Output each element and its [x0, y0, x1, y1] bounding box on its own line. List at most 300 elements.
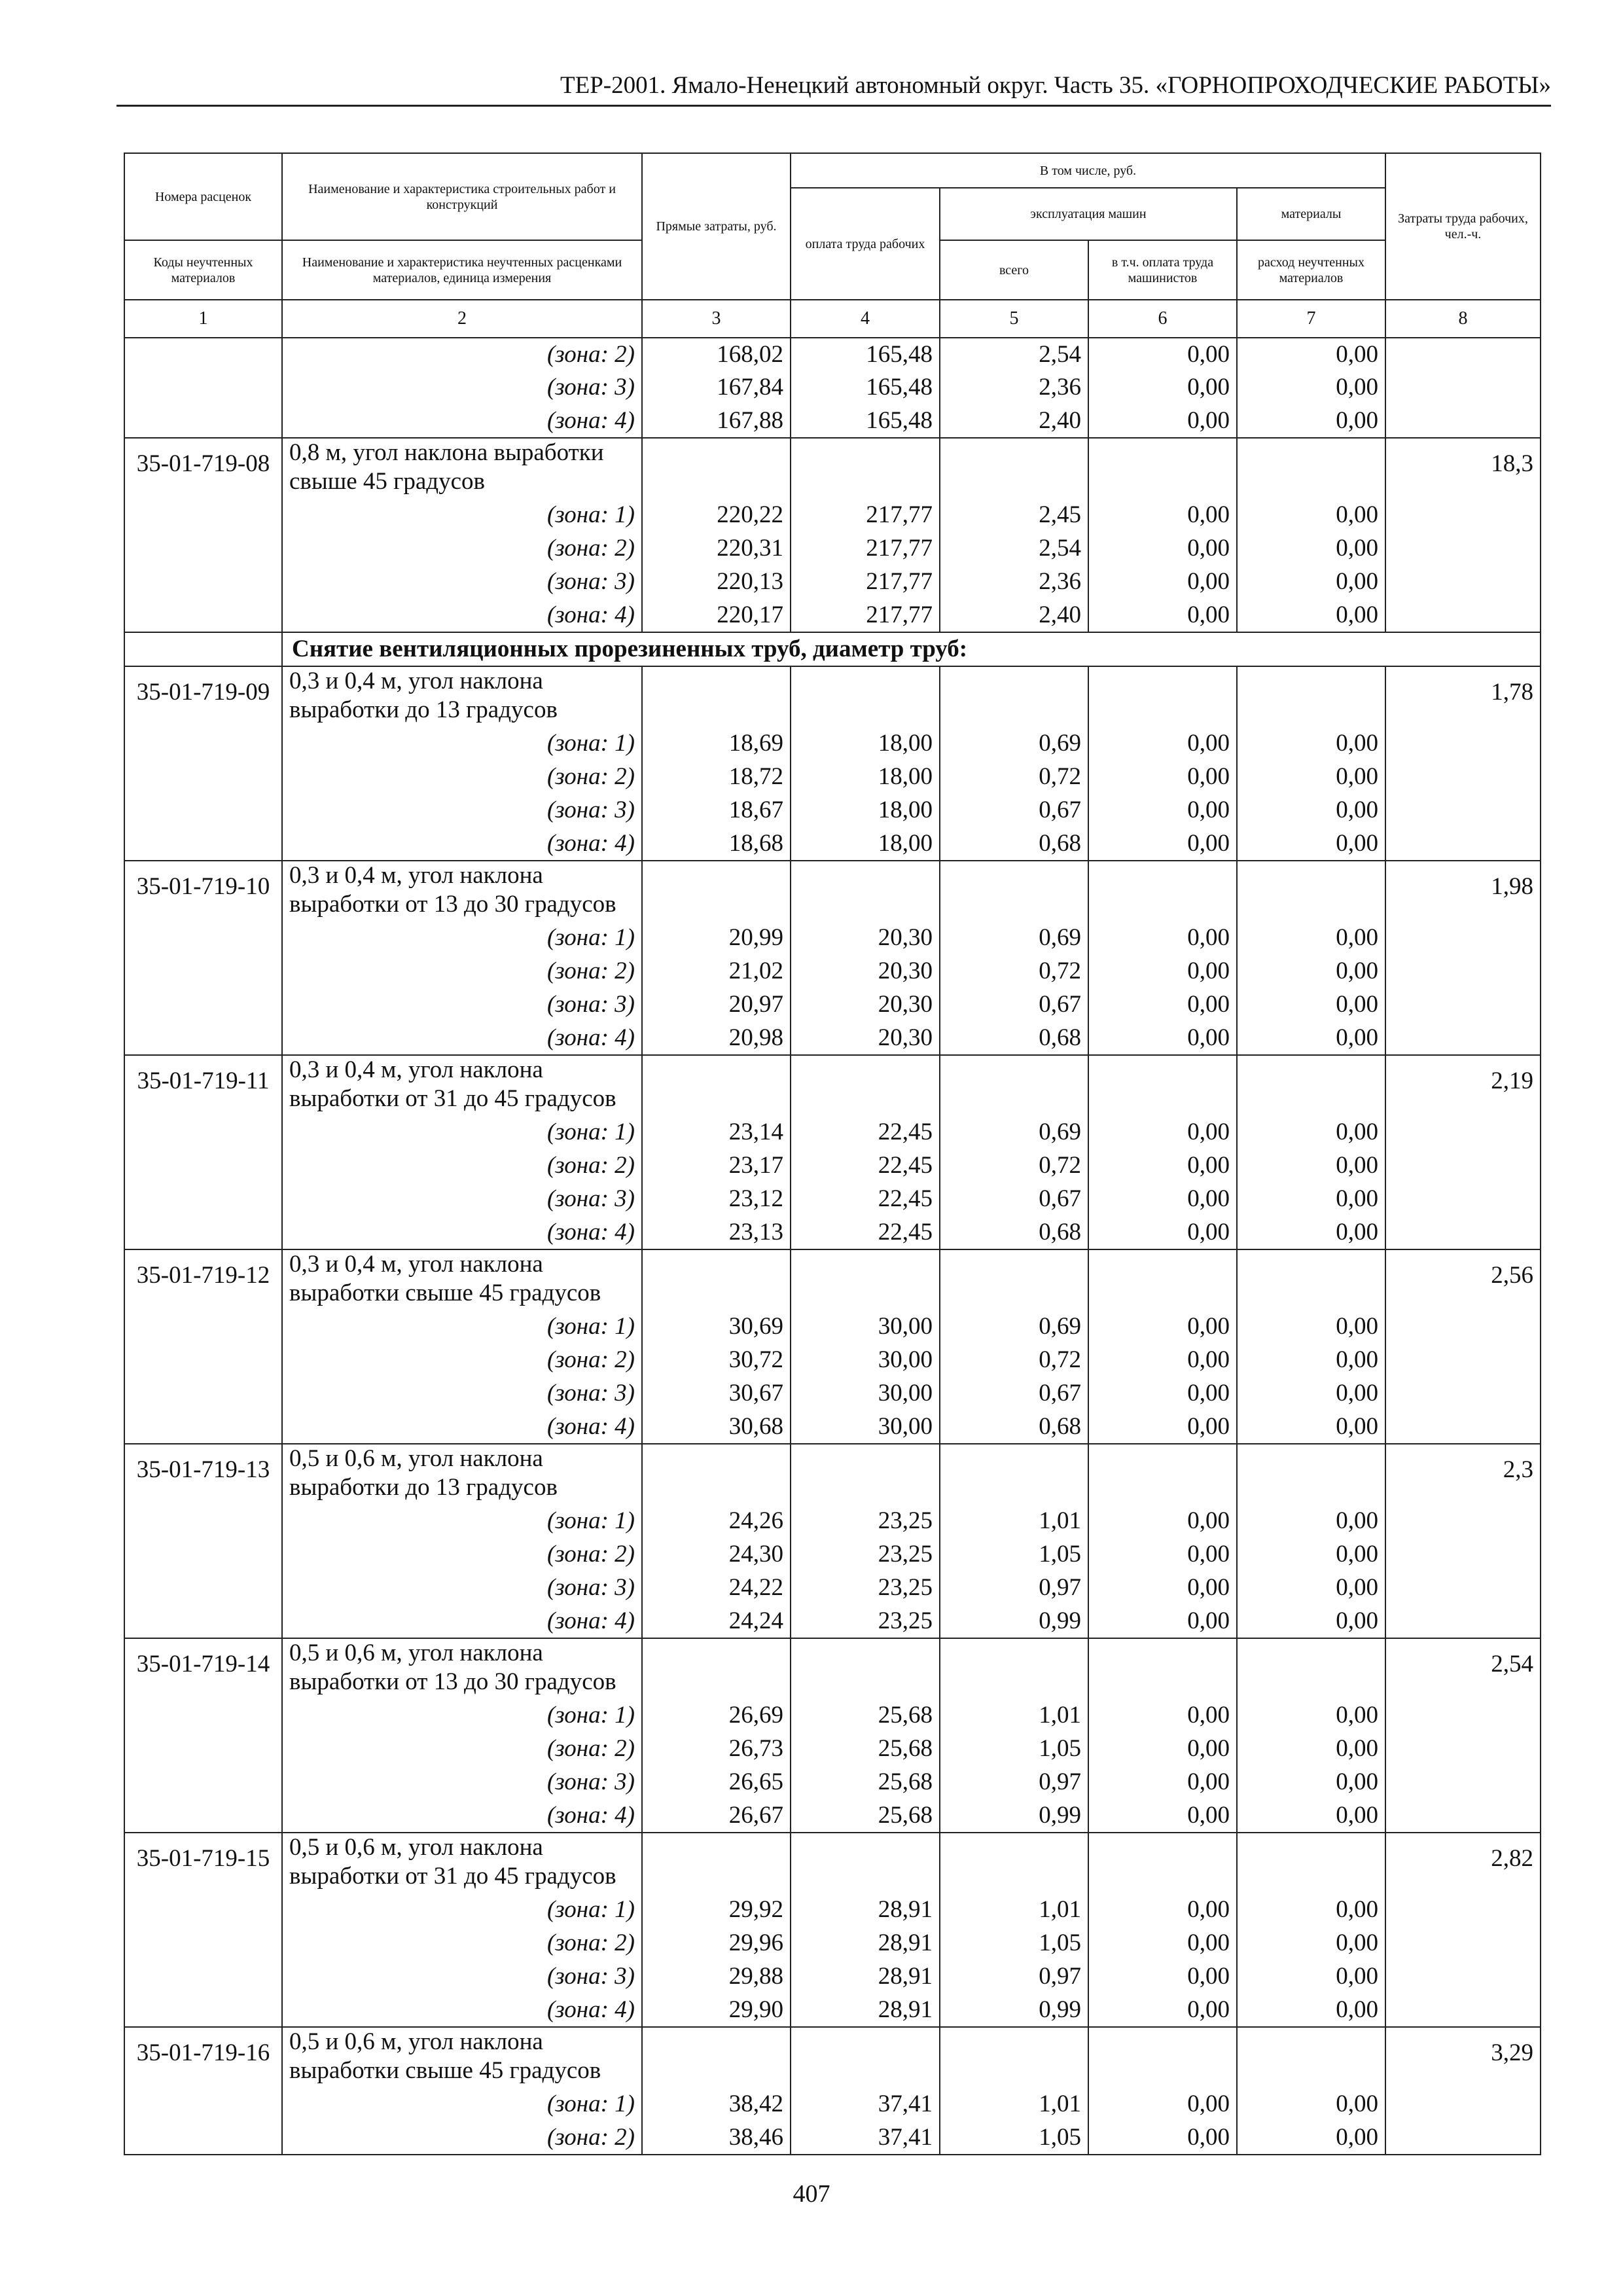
zone-label: (зона: 1): [282, 499, 642, 532]
section-row: [124, 632, 1541, 666]
direct-costs: 24,22: [642, 1571, 791, 1605]
worker-wages: 37,41: [791, 2121, 940, 2155]
direct-costs: 220,13: [642, 565, 791, 599]
breakdown-group-header: В том числе, руб.: [791, 153, 1385, 188]
direct-costs: 21,02: [642, 955, 791, 988]
empty-cell: [124, 1699, 282, 1732]
zone-row: [124, 1149, 1541, 1183]
empty-cell: [1088, 1444, 1237, 1505]
zone-row: [124, 1116, 1541, 1149]
zone-label: (зона: 4): [282, 1216, 642, 1249]
rates-table: [124, 152, 1541, 2155]
empty-cell: [124, 955, 282, 988]
materials-cost: 0,00: [1237, 1893, 1385, 1927]
empty-cell: [124, 794, 282, 827]
rate-item-row: [124, 438, 1541, 499]
worker-wages: 23,25: [791, 1571, 940, 1605]
empty-cell: [642, 1055, 791, 1116]
machines-total: 1,05: [940, 1927, 1088, 1960]
operator-wages: 0,00: [1088, 1022, 1237, 1055]
direct-costs: 20,97: [642, 988, 791, 1022]
machines-total: 0,72: [940, 1149, 1088, 1183]
materials-cost: 0,00: [1237, 1116, 1385, 1149]
empty-cell: [940, 666, 1088, 727]
machines-total: 1,01: [940, 2088, 1088, 2121]
zone-row: [124, 599, 1541, 632]
empty-cell: [642, 1638, 791, 1699]
worker-wages: 18,00: [791, 727, 940, 761]
zone-label: (зона: 2): [282, 1344, 642, 1377]
worker-wages: 37,41: [791, 2088, 940, 2121]
operator-wages: 0,00: [1088, 1116, 1237, 1149]
zone-row: [124, 922, 1541, 955]
worker-wages: 18,00: [791, 827, 940, 861]
materials-cost: 0,00: [1237, 599, 1385, 632]
empty-cell: [1088, 438, 1237, 499]
rate-description: 0,5 и 0,6 м, угол наклона выработки от 31 до 45 градусов: [282, 1833, 642, 1893]
column-number-row: [124, 300, 1541, 338]
empty-cell: [642, 666, 791, 727]
empty-cell: [1385, 1310, 1541, 1344]
materials-cost: 0,00: [1237, 794, 1385, 827]
empty-cell: [1237, 1444, 1385, 1505]
rate-description: 0,8 м, угол наклона выработки свыше 45 градусов: [282, 438, 642, 499]
zone-label: (зона: 3): [282, 1960, 642, 1994]
zone-row: [124, 794, 1541, 827]
materials-cost: 0,00: [1237, 1732, 1385, 1766]
operator-wages: 0,00: [1088, 1149, 1237, 1183]
zone-label: (зона: 2): [282, 1538, 642, 1571]
direct-costs: 20,99: [642, 922, 791, 955]
zone-row: [124, 404, 1541, 438]
machines-total: 1,05: [940, 1538, 1088, 1571]
machines-total: 2,36: [940, 371, 1088, 404]
zone-row: [124, 2121, 1541, 2155]
worker-wages: 23,25: [791, 1605, 940, 1638]
materials-cost: 0,00: [1237, 955, 1385, 988]
direct-costs: 18,69: [642, 727, 791, 761]
empty-cell: [1385, 1571, 1541, 1605]
empty-cell: [1385, 499, 1541, 532]
empty-cell: [1237, 666, 1385, 727]
labor-costs-header: Затраты труда рабочих, чел.-ч.: [1385, 153, 1541, 300]
empty-cell: [124, 761, 282, 794]
direct-costs: 30,67: [642, 1377, 791, 1410]
worker-wages: 28,91: [791, 1994, 940, 2027]
empty-cell: [1385, 1927, 1541, 1960]
direct-costs: 29,90: [642, 1994, 791, 2027]
rate-code: 35-01-719-15: [124, 1833, 282, 1893]
machines-total: 0,69: [940, 727, 1088, 761]
machines-total: 0,68: [940, 827, 1088, 861]
materials-cost: 0,00: [1237, 1766, 1385, 1799]
section-title: Снятие вентиляционных прорезиненных труб, диаметр труб:: [282, 632, 1541, 666]
materials-cost: 0,00: [1237, 338, 1385, 371]
empty-cell: [124, 922, 282, 955]
empty-cell: [1088, 1249, 1237, 1310]
operator-wages: 0,00: [1088, 2121, 1237, 2155]
materials-cost: 0,00: [1237, 988, 1385, 1022]
worker-wages: 23,25: [791, 1538, 940, 1571]
zone-label: (зона: 2): [282, 338, 642, 371]
empty-cell: [124, 1766, 282, 1799]
rate-item-row: [124, 2027, 1541, 2088]
empty-cell: [124, 1960, 282, 1994]
direct-costs: 23,14: [642, 1116, 791, 1149]
worker-wages: 30,00: [791, 1377, 940, 1410]
empty-cell: [1237, 1638, 1385, 1699]
operator-wages: 0,00: [1088, 1732, 1237, 1766]
header-rule: [116, 105, 1551, 107]
zone-label: (зона: 4): [282, 404, 642, 438]
operator-wages: 0,00: [1088, 1799, 1237, 1833]
empty-cell: [1237, 861, 1385, 922]
labor-costs: 2,3: [1385, 1444, 1541, 1505]
empty-cell: [124, 1410, 282, 1444]
direct-costs: 18,68: [642, 827, 791, 861]
worker-wages: 217,77: [791, 599, 940, 632]
operator-wages: 0,00: [1088, 1893, 1237, 1927]
labor-costs: 1,98: [1385, 861, 1541, 922]
empty-cell: [1385, 404, 1541, 438]
direct-costs: 30,68: [642, 1410, 791, 1444]
empty-cell: [791, 861, 940, 922]
empty-cell: [124, 1571, 282, 1605]
operator-wages: 0,00: [1088, 1927, 1237, 1960]
zone-label: (зона: 3): [282, 1377, 642, 1410]
running-header: ТЕР-2001. Ямало-Ненецкий автономный округ. Часть 35. «ГОРНОПРОХОДЧЕСКИЕ РАБОТЫ»: [560, 72, 1551, 99]
worker-wages: 25,68: [791, 1699, 940, 1732]
zone-label: (зона: 1): [282, 1505, 642, 1538]
machines-total: 0,69: [940, 1116, 1088, 1149]
worker-wages: 30,00: [791, 1344, 940, 1377]
empty-cell: [1385, 955, 1541, 988]
zone-row: [124, 761, 1541, 794]
zone-label: (зона: 3): [282, 1183, 642, 1216]
materials-cost: 0,00: [1237, 1960, 1385, 1994]
empty-cell: [1385, 1149, 1541, 1183]
zone-label: (зона: 4): [282, 1799, 642, 1833]
empty-cell: [791, 666, 940, 727]
zone-label: (зона: 3): [282, 988, 642, 1022]
operator-wages: 0,00: [1088, 1605, 1237, 1638]
direct-costs: 30,72: [642, 1344, 791, 1377]
rate-code: 35-01-719-09: [124, 666, 282, 727]
rate-item-row: [124, 1638, 1541, 1699]
zone-row: [124, 1022, 1541, 1055]
zone-label: (зона: 1): [282, 922, 642, 955]
machines-total: 2,40: [940, 599, 1088, 632]
rate-code: 35-01-719-11: [124, 1055, 282, 1116]
machines-total: 2,54: [940, 338, 1088, 371]
empty-cell: [1385, 1994, 1541, 2027]
zone-label: (зона: 3): [282, 1571, 642, 1605]
direct-costs: 24,30: [642, 1538, 791, 1571]
unaccounted-materials-header: расход неучтенных материалов: [1237, 240, 1385, 300]
worker-wages: 18,00: [791, 794, 940, 827]
zone-row: [124, 565, 1541, 599]
labor-costs: 2,82: [1385, 1833, 1541, 1893]
labor-costs: 2,19: [1385, 1055, 1541, 1116]
empty-cell: [124, 532, 282, 565]
empty-cell: [124, 565, 282, 599]
operator-wages: 0,00: [1088, 827, 1237, 861]
empty-cell: [1385, 1410, 1541, 1444]
zone-label: (зона: 1): [282, 1893, 642, 1927]
machines-total: 0,69: [940, 922, 1088, 955]
materials-cost: 0,00: [1237, 1571, 1385, 1605]
machines-total: 0,97: [940, 1766, 1088, 1799]
empty-cell: [124, 1183, 282, 1216]
empty-cell: [124, 1116, 282, 1149]
zone-label: (зона: 2): [282, 1149, 642, 1183]
operator-wages: 0,00: [1088, 1538, 1237, 1571]
empty-cell: [1237, 1055, 1385, 1116]
empty-cell: [1385, 1505, 1541, 1538]
operator-wages: 0,00: [1088, 1766, 1237, 1799]
direct-costs: 38,46: [642, 2121, 791, 2155]
zone-label: (зона: 4): [282, 1410, 642, 1444]
empty-cell: [124, 1505, 282, 1538]
rate-item-row: [124, 861, 1541, 922]
worker-wages: 22,45: [791, 1116, 940, 1149]
empty-cell: [124, 1538, 282, 1571]
rate-code: 35-01-719-16: [124, 2027, 282, 2088]
machines-total: 0,72: [940, 1344, 1088, 1377]
materials-cost: 0,00: [1237, 1699, 1385, 1732]
labor-costs: 2,56: [1385, 1249, 1541, 1310]
empty-cell: [1385, 1766, 1541, 1799]
operator-wages: 0,00: [1088, 988, 1237, 1022]
empty-cell: [124, 1310, 282, 1344]
worker-wages: 217,77: [791, 499, 940, 532]
zone-label: (зона: 1): [282, 2088, 642, 2121]
column-number: 6: [1088, 300, 1237, 338]
empty-cell: [1385, 1799, 1541, 1833]
rate-description: 0,3 и 0,4 м, угол наклона выработки от 13 до 30 градусов: [282, 861, 642, 922]
materials-cost: 0,00: [1237, 1377, 1385, 1410]
empty-cell: [124, 1377, 282, 1410]
operator-wages-header: в т.ч. оплата труда машинистов: [1088, 240, 1237, 300]
zone-label: (зона: 4): [282, 599, 642, 632]
empty-cell: [1385, 727, 1541, 761]
empty-cell: [1385, 988, 1541, 1022]
empty-cell: [1237, 2027, 1385, 2088]
direct-costs: 29,92: [642, 1893, 791, 1927]
machines-total: 2,45: [940, 499, 1088, 532]
worker-wages: 20,30: [791, 955, 940, 988]
zone-label: (зона: 4): [282, 1022, 642, 1055]
empty-cell: [124, 2121, 282, 2155]
materials-cost: 0,00: [1237, 1927, 1385, 1960]
zone-label: (зона: 2): [282, 761, 642, 794]
zone-label: (зона: 2): [282, 955, 642, 988]
operator-wages: 0,00: [1088, 565, 1237, 599]
zone-label: (зона: 1): [282, 1699, 642, 1732]
zone-label: (зона: 3): [282, 565, 642, 599]
empty-cell: [1385, 1960, 1541, 1994]
empty-cell: [1088, 861, 1237, 922]
worker-wages: 20,30: [791, 922, 940, 955]
labor-costs: 1,78: [1385, 666, 1541, 727]
empty-cell: [1385, 1216, 1541, 1249]
empty-cell: [642, 1444, 791, 1505]
rate-code: 35-01-719-13: [124, 1444, 282, 1505]
materials-cost: 0,00: [1237, 404, 1385, 438]
direct-costs: 168,02: [642, 338, 791, 371]
direct-costs: 23,13: [642, 1216, 791, 1249]
machines-total: 0,67: [940, 1377, 1088, 1410]
worker-wages: 25,68: [791, 1799, 940, 1833]
rate-description: 0,5 и 0,6 м, угол наклона выработки до 13 градусов: [282, 1444, 642, 1505]
table-body: [124, 338, 1541, 2155]
page-number: 407: [793, 2180, 830, 2208]
rate-code: 35-01-719-10: [124, 861, 282, 922]
operator-wages: 0,00: [1088, 1310, 1237, 1344]
worker-wages: 30,00: [791, 1310, 940, 1344]
zone-row: [124, 2088, 1541, 2121]
section-code-cell: [124, 632, 282, 666]
worker-wages: 23,25: [791, 1505, 940, 1538]
zone-label: (зона: 3): [282, 794, 642, 827]
machines-total: 0,72: [940, 761, 1088, 794]
operator-wages: 0,00: [1088, 1505, 1237, 1538]
zone-row: [124, 1571, 1541, 1605]
rate-item-row: [124, 1055, 1541, 1116]
worker-wages: 20,30: [791, 1022, 940, 1055]
empty-cell: [1385, 1699, 1541, 1732]
worker-wages: 217,77: [791, 565, 940, 599]
zone-label: (зона: 1): [282, 1310, 642, 1344]
zone-row: [124, 1699, 1541, 1732]
operator-wages: 0,00: [1088, 761, 1237, 794]
empty-cell: [124, 404, 282, 438]
materials-cost: 0,00: [1237, 1344, 1385, 1377]
worker-wages: 25,68: [791, 1766, 940, 1799]
machines-total: 0,69: [940, 1310, 1088, 1344]
empty-cell: [1385, 1116, 1541, 1149]
zone-label: (зона: 2): [282, 1732, 642, 1766]
machines-total: 0,68: [940, 1022, 1088, 1055]
zone-row: [124, 1766, 1541, 1799]
rate-code: 35-01-719-12: [124, 1249, 282, 1310]
empty-cell: [124, 1732, 282, 1766]
machines-total: 2,36: [940, 565, 1088, 599]
machines-total: 0,68: [940, 1216, 1088, 1249]
col2-bottom-header: Наименование и характеристика неучтенных расценками материалов, единица измерения: [282, 240, 642, 300]
machines-total: 0,72: [940, 955, 1088, 988]
zone-row: [124, 827, 1541, 861]
empty-cell: [1385, 1377, 1541, 1410]
zone-row: [124, 499, 1541, 532]
empty-cell: [642, 2027, 791, 2088]
materials-cost: 0,00: [1237, 499, 1385, 532]
empty-cell: [1237, 438, 1385, 499]
direct-costs: 30,69: [642, 1310, 791, 1344]
materials-cost: 0,00: [1237, 827, 1385, 861]
machines-total-header: всего: [940, 240, 1088, 300]
zone-label: (зона: 1): [282, 727, 642, 761]
zone-row: [124, 955, 1541, 988]
column-number: 5: [940, 300, 1088, 338]
zone-label: (зона: 2): [282, 1927, 642, 1960]
col1-bottom-header: Коды неучтенных материалов: [124, 240, 282, 300]
operator-wages: 0,00: [1088, 499, 1237, 532]
direct-costs: 20,98: [642, 1022, 791, 1055]
empty-cell: [124, 2088, 282, 2121]
materials-cost: 0,00: [1237, 371, 1385, 404]
machines-total: 0,99: [940, 1605, 1088, 1638]
labor-costs: 2,54: [1385, 1638, 1541, 1699]
empty-cell: [124, 599, 282, 632]
labor-costs: 3,29: [1385, 2027, 1541, 2088]
worker-wages: 22,45: [791, 1149, 940, 1183]
machines-total: 0,68: [940, 1410, 1088, 1444]
machines-total: 0,67: [940, 988, 1088, 1022]
direct-costs: 38,42: [642, 2088, 791, 2121]
direct-costs: 24,26: [642, 1505, 791, 1538]
zone-row: [124, 1927, 1541, 1960]
materials-cost: 0,00: [1237, 1538, 1385, 1571]
materials-cost: 0,00: [1237, 1022, 1385, 1055]
empty-cell: [1088, 1638, 1237, 1699]
zone-label: (зона: 3): [282, 371, 642, 404]
operator-wages: 0,00: [1088, 1377, 1237, 1410]
empty-cell: [1385, 338, 1541, 371]
empty-cell: [124, 1893, 282, 1927]
materials-cost: 0,00: [1237, 565, 1385, 599]
empty-cell: [1385, 1538, 1541, 1571]
empty-cell: [1385, 1732, 1541, 1766]
materials-cost: 0,00: [1237, 1149, 1385, 1183]
machines-group-header: эксплуатация машин: [940, 188, 1237, 240]
materials-group-header: материалы: [1237, 188, 1385, 240]
rate-item-row: [124, 1833, 1541, 1893]
rate-code: 35-01-719-08: [124, 438, 282, 499]
materials-cost: 0,00: [1237, 2121, 1385, 2155]
worker-wages: 20,30: [791, 988, 940, 1022]
column-number: 2: [282, 300, 642, 338]
empty-cell: [940, 1444, 1088, 1505]
zone-row: [124, 1605, 1541, 1638]
rate-description: 0,3 и 0,4 м, угол наклона выработки свыше 45 градусов: [282, 1249, 642, 1310]
worker-wages: 25,68: [791, 1732, 940, 1766]
zone-row: [124, 1410, 1541, 1444]
empty-cell: [940, 1833, 1088, 1893]
empty-cell: [1385, 1022, 1541, 1055]
materials-cost: 0,00: [1237, 922, 1385, 955]
empty-cell: [124, 1149, 282, 1183]
empty-cell: [642, 438, 791, 499]
machines-total: 1,05: [940, 2121, 1088, 2155]
empty-cell: [124, 1799, 282, 1833]
zone-row: [124, 338, 1541, 371]
empty-cell: [124, 338, 282, 371]
machines-total: 1,01: [940, 1505, 1088, 1538]
empty-cell: [1237, 1249, 1385, 1310]
operator-wages: 0,00: [1088, 1571, 1237, 1605]
operator-wages: 0,00: [1088, 794, 1237, 827]
rate-code: 35-01-719-14: [124, 1638, 282, 1699]
direct-costs: 18,67: [642, 794, 791, 827]
direct-costs: 26,69: [642, 1699, 791, 1732]
empty-cell: [1385, 532, 1541, 565]
empty-cell: [642, 1833, 791, 1893]
empty-cell: [124, 1216, 282, 1249]
zone-row: [124, 1799, 1541, 1833]
worker-wages: 165,48: [791, 338, 940, 371]
labor-costs: 18,3: [1385, 438, 1541, 499]
